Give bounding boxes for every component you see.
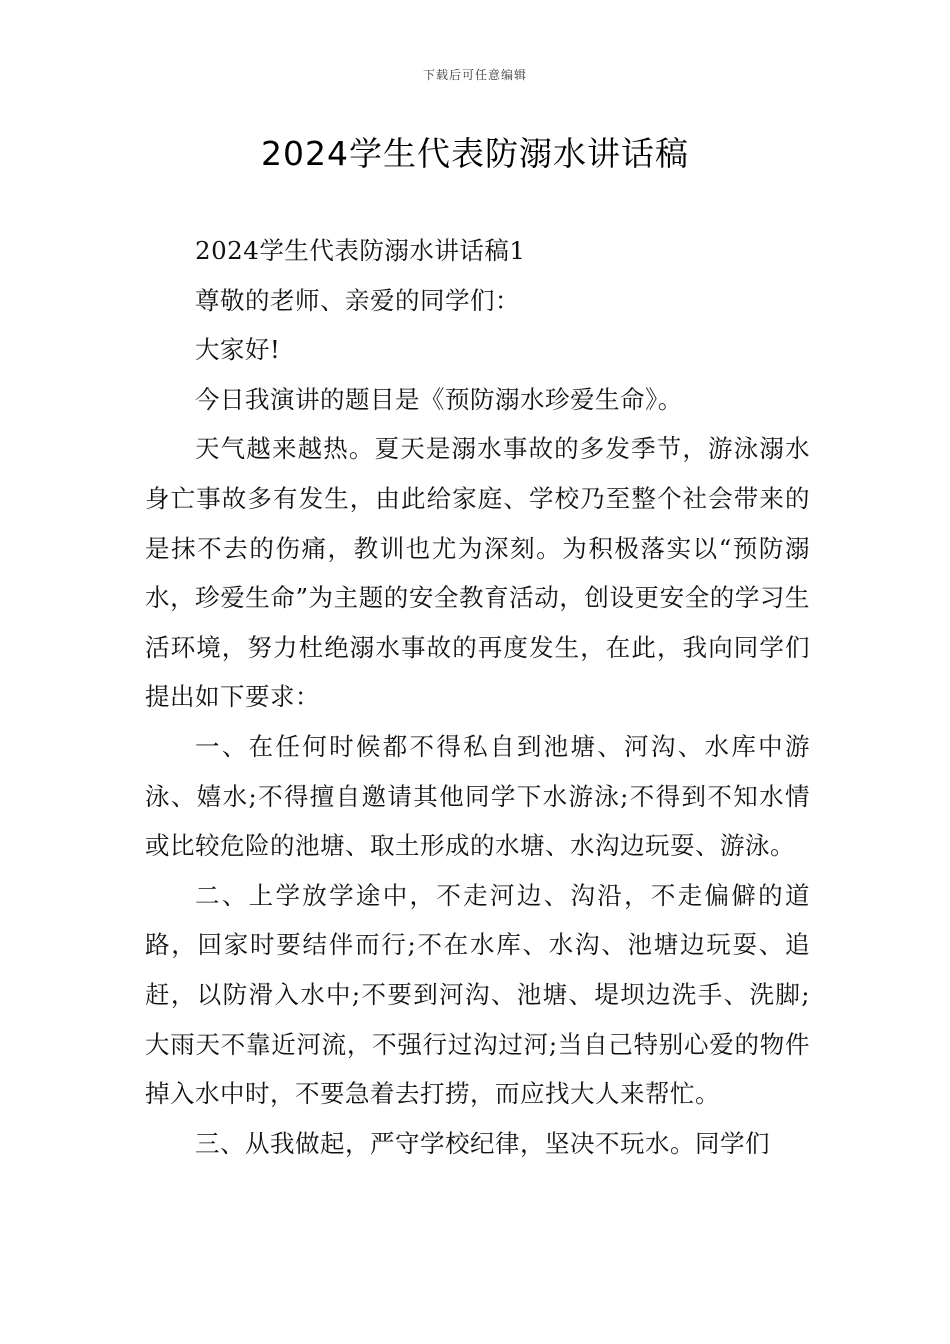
paragraph-subtitle: 2024学生代表防溺水讲话稿1: [195, 236, 526, 265]
header-note: 下载后可任意编辑: [422, 68, 527, 82]
document-body: [145, 226, 810, 1168]
paragraph-rule-3: 三、从我做起，严守学校纪律，坚决不玩水。同学们: [195, 1128, 770, 1158]
paragraph-rule-2: 二、上学放学途中，不走河边、沟沿，不走偏僻的道路，回家时要结伴而行;不在水库、水沟、池塘边玩耍、追赶，以防滑入水中;不要到河沟、池塘、堤坝边洗手、洗脚;大雨天不靠近河流，不强行过沟过河;当自己特别心爱的物件掉入水中时，不要急着去打捞，而应找大人来帮忙。: [145, 880, 810, 1109]
paragraph-salutation: 尊敬的老师、亲爱的同学们：: [195, 285, 520, 315]
paragraph-rule-1: 一、在任何时候都不得私自到池塘、河沟、水库中游泳、嬉水;不得擅自邀请其他同学下水游泳;不得到不知水情或比较危险的池塘、取土形成的水塘、水沟边玩耍、游泳。: [145, 731, 810, 861]
paragraph-intro: 天气越来越热。夏天是溺水事故的多发季节，游泳溺水身亡事故多有发生，由此给家庭、学校乃至整个社会带来的是抹不去的伤痛，教训也尤为深刻。为积极落实以“预防溺水，珍爱生命”为主题的安全教育活动，创设更安全的学习生活环境，努力杜绝溺水事故的再度发生，在此，我向同学们提出如下要求：: [145, 434, 810, 712]
paragraph-topic: 今日我演讲的题目是《预防溺水珍爱生命》。: [195, 384, 683, 414]
document-title: 2024学生代表防溺水讲话稿: [261, 134, 689, 173]
paragraph-greeting: 大家好!: [195, 335, 281, 365]
